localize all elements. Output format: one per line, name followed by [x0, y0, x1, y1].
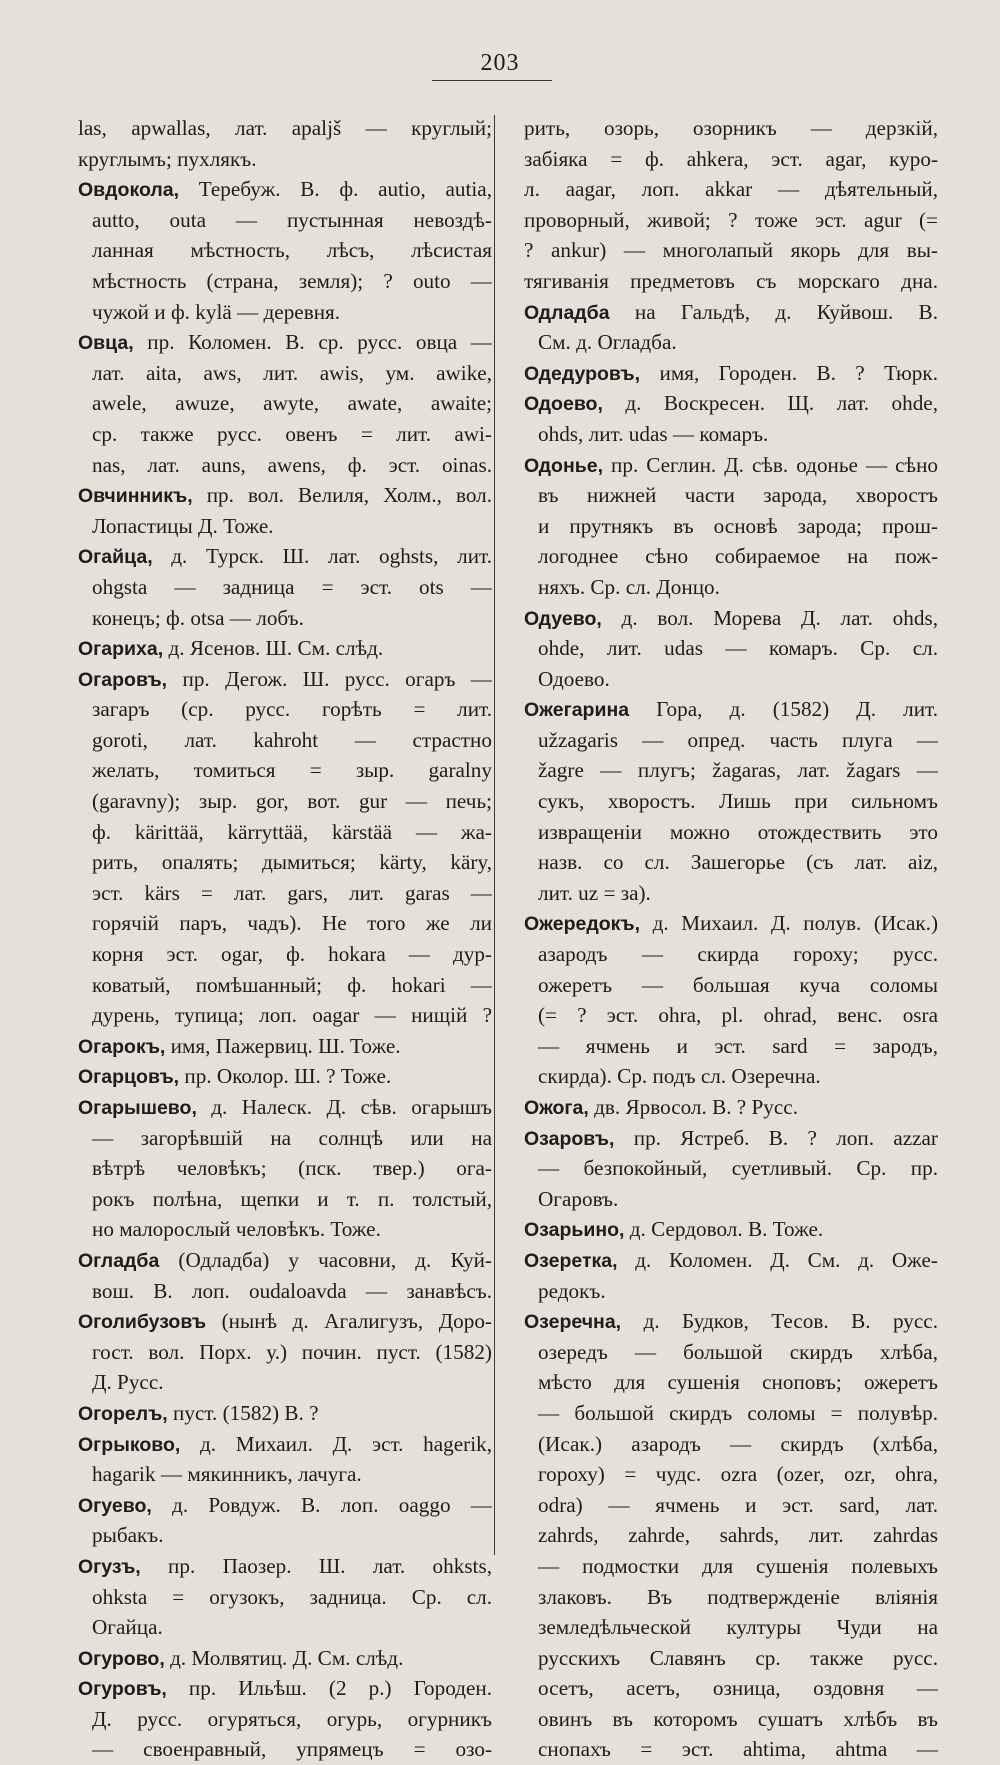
column-divider	[494, 115, 495, 1555]
entry-text: Одоево.	[538, 666, 610, 691]
entry-text: — большой скирдъ соломы = полувѣр.	[538, 1400, 938, 1425]
text-line	[524, 541, 938, 572]
entry-text: мѣстность (страна, земля); ? outo —	[92, 268, 492, 293]
entry-line	[524, 388, 938, 419]
entry-text: д. Коломен. Д. См. д. Оже-	[617, 1247, 938, 1272]
text-line	[78, 113, 492, 144]
entry-text: ohde, лит. udas — комаръ. Ср. сл.	[538, 636, 938, 661]
entry-line	[78, 1031, 492, 1062]
entry-line	[524, 908, 938, 939]
text-line	[78, 1520, 492, 1551]
entry-text: д. Сердовол. В. Тоже.	[624, 1217, 824, 1242]
entry-text: zahrds, zahrde, sahrds, лит. zahrdas	[538, 1523, 938, 1548]
text-line	[524, 1000, 938, 1031]
entry-headword: Овца,	[78, 332, 134, 355]
text-line	[78, 603, 492, 634]
entry-text: рить, опалять; дымиться; kärty, käry,	[92, 850, 492, 875]
text-line	[524, 725, 938, 756]
left-column	[78, 113, 492, 1765]
text-line	[524, 1061, 938, 1092]
entry-text: д. вол. Морева Д. лат. ohds,	[601, 605, 938, 630]
text-line	[524, 144, 938, 175]
entry-text: тягиванія предметовъ съ морскаго дна.	[524, 268, 938, 293]
text-line	[78, 1367, 492, 1398]
entry-headword: Огарышево,	[78, 1097, 197, 1119]
entry-text: рокъ полѣна, щепки и т. п. толстый,	[92, 1186, 492, 1211]
entry-line	[78, 1551, 492, 1582]
text-line	[78, 725, 492, 756]
entry-text: гост. вол. Порх. у.) почин. пуст. (1582)	[92, 1339, 492, 1364]
text-line	[524, 970, 938, 1001]
text-line	[524, 1734, 938, 1765]
text-line	[78, 235, 492, 266]
entry-text: nas, лат. auns, awens, ф. эст. oinas.	[92, 452, 492, 477]
entry-text: гороху) = чудс. ozra (ozer, ozr, ohra,	[538, 1462, 938, 1487]
entry-headword: Одедуровъ,	[524, 362, 641, 385]
entry-text: логоднее сѣно собираемое на пож-	[538, 544, 938, 569]
entry-text: — своенравный, упрямецъ = озо-	[92, 1737, 492, 1762]
entry-text: ohds, лит. udas — комаръ.	[538, 421, 769, 446]
text-line	[524, 1520, 938, 1551]
entry-text: — ячмень и эст. sard = зародъ,	[538, 1033, 938, 1058]
entry-headword: Овдокола,	[78, 179, 180, 202]
text-line	[524, 939, 938, 970]
entry-text: злаковъ. Въ подтвержденіе вліянія	[538, 1584, 938, 1609]
text-line	[78, 358, 492, 389]
text-line	[78, 297, 492, 328]
entry-text: пр. Дегож. Ш. русс. огаръ —	[167, 666, 492, 691]
entry-text: загаръ (ср. русс. горѣть = лит.	[92, 697, 492, 722]
entry-text: ? ankur) — многолапый якорь для вы-	[524, 238, 938, 263]
entry-text: осетъ, асетъ, озница, оздовня —	[538, 1676, 938, 1701]
text-line	[78, 572, 492, 603]
entry-line	[78, 1306, 492, 1337]
entry-headword: Огуровъ,	[78, 1678, 167, 1701]
text-line	[78, 1704, 492, 1735]
text-line	[78, 847, 492, 878]
entry-text: — безпокойный, суетливый. Ср. пр.	[538, 1156, 938, 1181]
entry-text: Д. Русс.	[92, 1370, 164, 1395]
text-line	[78, 908, 492, 939]
entry-line	[524, 1245, 938, 1276]
entry-text: (garavny); зыр. gor, вот. gur — печь;	[92, 789, 492, 814]
entry-line	[78, 664, 492, 695]
entry-text: коватый, помѣшанный; ф. hokari —	[92, 972, 492, 997]
entry-headword: Огаровъ,	[78, 668, 168, 691]
entry-text: ср. также русс. овенъ = лит. awi-	[92, 421, 492, 446]
entry-line	[78, 1643, 492, 1674]
entry-text: goroti, лат. kahroht — страстно	[92, 727, 492, 752]
entry-text: (Исак.) азародъ — скирдъ (хлѣба,	[538, 1431, 938, 1456]
entry-line	[524, 694, 938, 725]
entry-line	[524, 297, 938, 328]
text-line	[78, 511, 492, 542]
entry-line	[78, 1429, 492, 1460]
text-line	[78, 1214, 492, 1245]
entry-text: земледѣльческой културы Чуди на	[538, 1615, 938, 1640]
entry-text: пр. Сеглин. Д. сѣв. одонье — сѣно	[603, 452, 938, 477]
entry-headword: Озеретка,	[524, 1249, 618, 1272]
entry-text: д. Молвятиц. Д. См. слѣд.	[164, 1645, 404, 1670]
entry-line	[78, 1245, 492, 1276]
entry-text: чужой и ф. kylä — деревня.	[92, 299, 341, 324]
entry-text: на Гальдѣ, д. Куйвош. В.	[609, 299, 938, 324]
entry-text: д. Воскресен. Щ. лат. ohde,	[602, 391, 938, 416]
entry-text: д. Ясенов. Ш. См. слѣд.	[163, 636, 384, 661]
text-line	[524, 419, 938, 450]
text-line	[524, 786, 938, 817]
entry-line	[78, 174, 492, 205]
entry-line	[524, 1214, 938, 1245]
entry-text: назв. со сл. Зашегорье (съ лат. aiz,	[538, 850, 938, 875]
entry-line	[524, 1123, 938, 1154]
entry-line	[524, 358, 938, 389]
entry-text: ohksta = огузокъ, задница. Ср. сл.	[92, 1584, 492, 1609]
entry-line	[524, 603, 938, 634]
entry-headword: Огариха,	[78, 638, 164, 661]
text-line	[78, 755, 492, 786]
text-line	[524, 1612, 938, 1643]
entry-text: рыбакъ.	[92, 1523, 164, 1548]
entry-text: (Одладба) у часовни, д. Куй-	[159, 1247, 492, 1272]
entry-text: сукъ, хворостъ. Лишь при сильномъ	[538, 789, 938, 814]
entry-text: autto, outa — пустынная невоздѣ-	[92, 207, 492, 232]
entry-headword: Одонье,	[524, 454, 603, 477]
text-line	[78, 1123, 492, 1154]
entry-headword: Одладба	[524, 301, 610, 324]
text-line	[78, 144, 492, 175]
entry-headword: Озеречна,	[524, 1311, 622, 1334]
header-rule	[432, 80, 552, 81]
entry-headword: Ожога,	[524, 1097, 589, 1119]
entry-text: снопахъ = эст. ahtima, ahtma —	[538, 1737, 938, 1762]
text-line	[78, 970, 492, 1001]
entry-text: вѣтрѣ человѣкъ; (пск. твер.) ога-	[92, 1156, 492, 1181]
page-number: 203	[480, 50, 520, 76]
text-line	[524, 1153, 938, 1184]
text-line	[78, 939, 492, 970]
entry-text: Огайца.	[92, 1615, 163, 1640]
entry-text: дурень, тупица; лоп. oagar — нищій ?	[92, 1003, 492, 1028]
text-line	[78, 419, 492, 450]
entry-text: д. Михаил. Д. полув. (Исак.)	[640, 911, 938, 936]
entry-line	[524, 1092, 938, 1123]
entry-headword: Огорелъ,	[78, 1402, 168, 1425]
entry-text: въ нижней части зарода, хворостъ	[538, 483, 938, 508]
entry-line	[78, 541, 492, 572]
entry-headword: Одоево,	[524, 393, 603, 416]
text-line	[524, 755, 938, 786]
entry-text: пуст. (1582) В. ?	[167, 1400, 319, 1425]
text-line	[524, 205, 938, 236]
text-line	[78, 205, 492, 236]
entry-text: (= ? эст. ohra, pl. ohrad, венс. osra	[538, 1003, 938, 1028]
entry-line	[78, 480, 492, 511]
text-line	[524, 1704, 938, 1735]
entry-line	[524, 450, 938, 481]
text-line	[524, 1673, 938, 1704]
entry-text: Огаровъ.	[538, 1186, 619, 1211]
entry-line	[78, 1490, 492, 1521]
entry-text: забіяка = ф. ahkera, эст. agar, куро-	[524, 146, 938, 171]
entry-text: редокъ.	[538, 1278, 606, 1303]
entry-text: корня эст. ogar, ф. hokara — дур-	[92, 942, 492, 967]
entry-text: — загорѣвшій на солнцѣ или на	[92, 1125, 492, 1150]
entry-text: д. Турск. Ш. лат. oghsts, лит.	[152, 544, 492, 569]
text-line	[524, 1337, 938, 1368]
entry-line	[78, 1061, 492, 1092]
entry-line	[78, 1092, 492, 1123]
entry-text: пр. Коломен. В. ср. русс. овца —	[133, 330, 492, 355]
text-line	[78, 1459, 492, 1490]
entry-text: Лопастицы Д. Тоже.	[92, 513, 274, 538]
entry-text: эст. kärs = лат. gars, лит. garas —	[92, 880, 492, 905]
entry-text: пр. Ястреб. В. ? лоп. azzar	[614, 1125, 938, 1150]
text-line	[524, 480, 938, 511]
text-line	[78, 450, 492, 481]
entry-text: д. Михаил. Д. эст. hagerik,	[180, 1431, 492, 1456]
entry-text: озередъ — большой скирдъ хлѣба,	[538, 1339, 938, 1364]
entry-text: las, apwallas, лат. apaljš — круглый;	[78, 116, 492, 140]
text-line	[78, 388, 492, 419]
text-line	[524, 572, 938, 603]
entry-text: Теребуж. В. ф. autio, autia,	[179, 177, 492, 202]
entry-headword: Огузъ,	[78, 1555, 141, 1578]
text-line	[78, 1612, 492, 1643]
entry-headword: Оголибузовъ	[78, 1311, 207, 1334]
entry-text: ohgsta — задница = эст. ots —	[92, 574, 492, 599]
entry-text: лат. aita, aws, лит. awis, ум. awike,	[92, 360, 492, 385]
entry-headword: Овчинникъ,	[78, 485, 193, 508]
entry-text: ожеретъ — большая куча соломы	[538, 972, 938, 997]
entry-text: скирда). Ср. подъ сл. Озеречна.	[538, 1064, 821, 1089]
text-line	[524, 1031, 938, 1062]
text-line	[78, 266, 492, 297]
entry-text: и прутнякъ въ основѣ зарода; прош-	[538, 513, 938, 538]
entry-text: Д. русс. огуряться, огурь, огурникъ	[92, 1706, 492, 1731]
text-line	[524, 1367, 938, 1398]
text-line	[524, 1184, 938, 1215]
entry-line	[78, 1398, 492, 1429]
entry-text: круглымъ; пухлякъ.	[78, 146, 257, 171]
entry-text: конецъ; ф. otsa — лобъ.	[92, 605, 304, 630]
text-line	[524, 1490, 938, 1521]
entry-text: ф. kärittää, kärryttää, kärstää — жа-	[92, 819, 492, 844]
entry-text: горячій паръ, чадъ). Не того же ли	[92, 911, 492, 936]
text-line	[78, 1582, 492, 1613]
entry-text: д. Будков, Тесов. В. русс.	[621, 1309, 938, 1334]
entry-text: д. Налеск. Д. сѣв. огарышъ	[196, 1095, 492, 1119]
entry-text: русскихъ Славянъ ср. также русс.	[538, 1645, 938, 1670]
entry-text: пр. Паозер. Ш. лат. ohksts,	[140, 1553, 492, 1578]
text-line	[78, 1276, 492, 1307]
right-column	[524, 113, 938, 1765]
entry-text: проворный, живой; ? тоже эст. agur (=	[524, 207, 938, 232]
text-line	[78, 694, 492, 725]
text-line	[524, 847, 938, 878]
text-line	[524, 1459, 938, 1490]
entry-text: вош. В. лоп. oudaloavda — занавѣсъ.	[92, 1278, 492, 1303]
text-line	[524, 878, 938, 909]
text-line	[78, 1337, 492, 1368]
entry-text: мѣсто для сушенія сноповъ; ожеретъ	[538, 1370, 938, 1395]
entry-text: См. д. Огладба.	[538, 330, 677, 355]
entry-headword: Огарокъ,	[78, 1035, 166, 1058]
entry-text: odra) — ячмень и эст. sard, лат.	[538, 1492, 938, 1517]
entry-headword: Огладба	[78, 1249, 160, 1272]
text-line	[78, 1184, 492, 1215]
text-line	[524, 1429, 938, 1460]
entry-text: ланная мѣстность, лѣсъ, лѣсистая	[92, 238, 492, 263]
entry-text: žagre — плугъ; žagaras, лат. žagars —	[538, 758, 938, 783]
entry-headword: Огайца,	[78, 546, 153, 569]
text-line	[78, 878, 492, 909]
entry-headword: Огрыково,	[78, 1433, 181, 1456]
entry-headword: Огуево,	[78, 1494, 152, 1517]
entry-text: пр. вол. Велиля, Холм., вол.	[192, 483, 492, 508]
entry-text: имя, Пажервиц. Ш. Тоже.	[165, 1033, 401, 1058]
entry-text: дв. Ярвосол. В. ? Русс.	[588, 1095, 798, 1119]
text-line	[524, 511, 938, 542]
text-line	[524, 174, 938, 205]
text-line	[78, 817, 492, 848]
text-line	[78, 1734, 492, 1765]
entry-text: — подмостки для сушенія полевыхъ	[538, 1553, 938, 1578]
entry-text: желать, томиться = зыр. garalny	[92, 758, 492, 783]
entry-headword: Огарцовъ,	[78, 1066, 180, 1089]
entry-line	[78, 327, 492, 358]
text-line	[78, 786, 492, 817]
entry-headword: Одуево,	[524, 607, 602, 630]
entry-text: лит. uz = за).	[538, 880, 651, 905]
entry-text: л. aagar, лоп. akkar — дѣятельный,	[524, 177, 938, 202]
entry-text: но малорослый человѣкъ. Тоже.	[92, 1217, 381, 1242]
entry-line	[78, 633, 492, 664]
entry-text: (нынѣ д. Агалигузъ, Доро-	[206, 1309, 492, 1334]
entry-text: азародъ — скирда гороху; русс.	[538, 942, 938, 967]
entry-text: Гора, д. (1582) Д. лит.	[629, 697, 938, 722]
text-line	[524, 1582, 938, 1613]
entry-headword: Озаровъ,	[524, 1127, 615, 1150]
text-line	[524, 1398, 938, 1429]
entry-text: hagarik — мякинникъ, лачуга.	[92, 1462, 362, 1487]
entry-text: извращеніи можно отождествить это	[538, 819, 938, 844]
entry-text: пр. Околор. Ш. ? Тоже.	[179, 1064, 392, 1089]
text-line	[524, 1643, 938, 1674]
text-line	[524, 113, 938, 144]
text-line	[78, 1153, 492, 1184]
text-line	[524, 1276, 938, 1307]
text-line	[524, 266, 938, 297]
entry-text: рить, озорь, озорникъ — дерзкій,	[524, 116, 938, 140]
entry-text: няхъ. Ср. сл. Донцо.	[538, 574, 720, 599]
entry-line	[524, 1306, 938, 1337]
entry-line	[78, 1673, 492, 1704]
text-line	[524, 327, 938, 358]
entry-text: awele, awuze, awyte, awate, awaite;	[92, 391, 492, 416]
text-line	[524, 235, 938, 266]
entry-text: имя, Городен. В. ? Тюрк.	[640, 360, 938, 385]
entry-headword: Озарьино,	[524, 1219, 625, 1242]
text-line	[524, 664, 938, 695]
entry-headword: Ожередокъ,	[524, 913, 641, 936]
text-line	[524, 817, 938, 848]
entry-headword: Ожегарина	[524, 699, 630, 722]
entry-text: užzagaris — опред. часть плуга —	[538, 727, 938, 752]
entry-headword: Огурово,	[78, 1647, 165, 1670]
text-line	[524, 1551, 938, 1582]
entry-text: д. Ровдуж. В. лоп. oaggo —	[151, 1492, 492, 1517]
text-line	[78, 1000, 492, 1031]
entry-text: пр. Ильѣш. (2 р.) Городен.	[166, 1676, 492, 1701]
text-line	[524, 633, 938, 664]
entry-text: овинъ въ которомъ сушатъ хлѣбъ въ	[538, 1706, 938, 1731]
